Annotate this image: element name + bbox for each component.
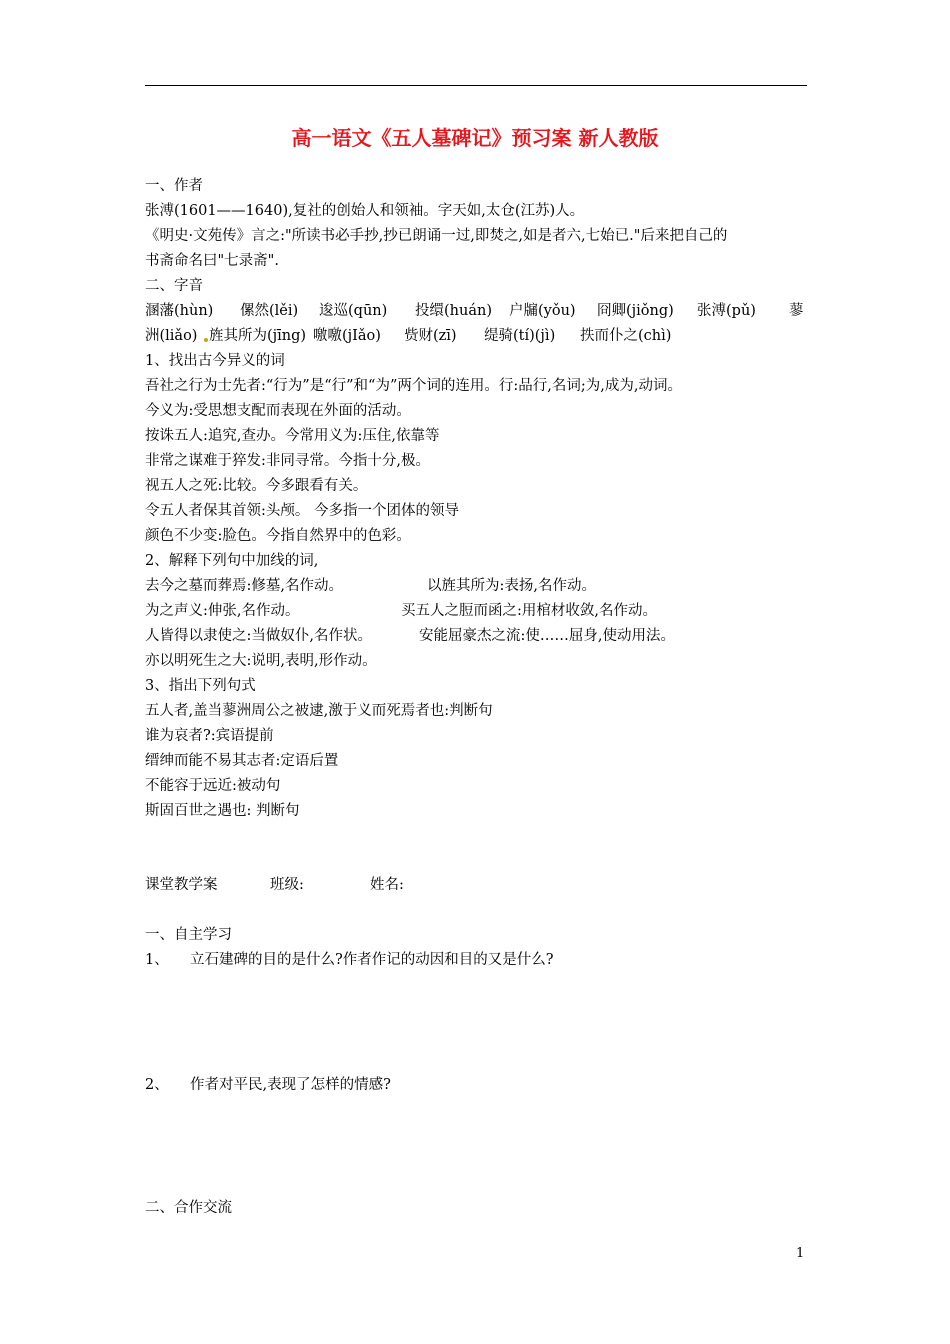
- s1-line: 颜色不少变:脸色。今指自然界中的色彩。: [145, 528, 411, 544]
- s2-item: 人皆得以隶使之:当做奴仆,名作状。: [145, 628, 372, 644]
- question-text: 作者对平民,表现了怎样的情感?: [190, 1077, 391, 1093]
- s2-item: 去今之墓而葬焉:修墓,名作动。: [145, 578, 343, 594]
- pron-item: 洲(liǎo): [145, 328, 198, 344]
- s2-line-3: [145, 626, 675, 646]
- s2-line-1: [145, 576, 596, 596]
- cooperation-heading: 二、合作交流: [145, 1200, 232, 1216]
- pron-item: 投缳(huán): [415, 303, 492, 319]
- s3-line: 谁为哀者?:宾语提前: [145, 728, 274, 744]
- pron-item: 户牖(yǒu): [509, 303, 576, 319]
- subsection-3-heading: 3、指出下列句式: [145, 678, 256, 694]
- s2-item: 为之声义:伸张,名作动。: [145, 603, 300, 619]
- s2-line-2: [145, 601, 657, 621]
- question-1: [145, 950, 554, 970]
- pron-item: 傫然(lěi): [240, 303, 299, 319]
- question-2: [145, 1075, 391, 1095]
- question-text: 立石建碑的目的是什么?作者作记的动因和目的又是什么?: [190, 952, 554, 968]
- student-name-label: 姓名:: [370, 877, 404, 893]
- s1-line: 吾社之行为士先者:“行为”是“行”和“为”两个词的连用。行:品行,名词;为,成为,动词。: [145, 378, 682, 394]
- author-line-1: 张溥(1601——1640),复社的创始人和领袖。字天如,太仓(江苏)人。: [145, 203, 585, 219]
- s1-line: 视五人之死:比较。今多跟看有关。: [145, 478, 368, 494]
- author-line-3: 书斋命名曰"七录斋".: [145, 253, 279, 269]
- pronunciation-row-2: [145, 326, 671, 346]
- pron-item: 噭噭(jIǎo): [313, 328, 381, 344]
- subsection-2-heading: 2、解释下列句中加线的词,: [145, 553, 319, 569]
- page-number: 1: [796, 1246, 805, 1261]
- subsection-1-heading: 1、找出古今异义的词: [145, 353, 285, 369]
- pron-item: 溷藩(hùn): [145, 303, 214, 319]
- pron-item: 赀财(zī): [404, 328, 457, 344]
- pron-item: 抶而仆之(chì): [580, 328, 672, 344]
- question-number: 2、: [145, 1077, 169, 1093]
- s3-line: 五人者,盖当蓼洲周公之被逮,激于义而死焉者也:判断句: [145, 703, 493, 719]
- s1-line: 非常之谋难于猝发:非同寻常。今指十分,极。: [145, 453, 430, 469]
- s1-line: 按诛五人:追究,查办。今常用义为:压住,依靠等: [145, 428, 440, 444]
- s1-line: 令五人者保其首领:头颅。 今多指一个团体的领导: [145, 503, 459, 519]
- s2-item: 以旌其所为:表扬,名作动。: [427, 578, 596, 594]
- document-title: 高一语文《五人墓碑记》预习案 新人教版: [291, 126, 659, 150]
- pron-item: 冏卿(jiǒng): [597, 303, 674, 319]
- pron-item: 旌其所为(jīng): [209, 328, 307, 344]
- s1-line: 今义为:受思想支配而表现在外面的活动。: [145, 403, 411, 419]
- s2-item: 买五人之脰而函之:用棺材收敛,名作动。: [401, 603, 657, 619]
- s3-line: 不能容于远近:被动句: [145, 778, 281, 794]
- pron-item: 逡巡(qūn): [319, 303, 388, 319]
- s3-line: 缙绅而能不易其志者:定语后置: [145, 753, 339, 769]
- self-study-heading: 一、自主学习: [145, 927, 232, 943]
- s2-line-4: 亦以明死生之大:说明,表明,形作动。: [145, 653, 377, 669]
- class-info-line: [145, 875, 404, 895]
- class-label: 课堂教学案: [145, 877, 218, 893]
- pronunciation-row-1: [145, 301, 804, 321]
- pron-item: 蓼: [789, 303, 804, 319]
- header-rule: [145, 85, 807, 86]
- section-author-heading: 一、作者: [145, 178, 203, 194]
- class-field-label: 班级:: [270, 877, 304, 893]
- s3-line: 斯固百世之遇也: 判断句: [145, 803, 300, 819]
- pron-item: 张溥(pǔ): [697, 303, 756, 319]
- pron-item: 缇骑(tí)(jì): [484, 328, 556, 344]
- s2-item: 安能屈豪杰之流:使……屈身,使动用法。: [419, 628, 675, 644]
- question-number: 1、: [145, 952, 169, 968]
- emphasis-dot: [204, 338, 208, 342]
- section-pronunciation-heading: 二、字音: [145, 278, 203, 294]
- author-line-2: 《明史·文苑传》言之:"所读书必手抄,抄已朗诵一过,即焚之,如是者六,七始已."后来把自己的: [145, 228, 728, 244]
